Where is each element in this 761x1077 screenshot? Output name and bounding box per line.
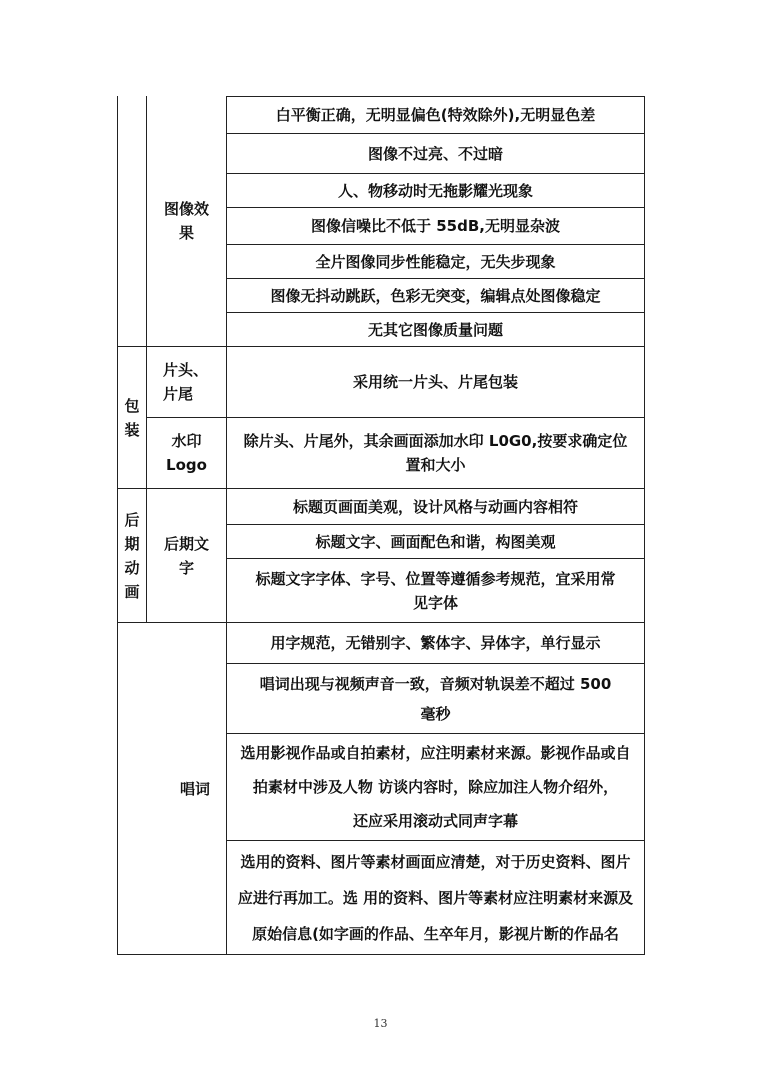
table-row: 图像信噪比不低于 55dB,无明显杂波: [311, 217, 560, 235]
table-row: [227, 734, 644, 840]
quality-table: [117, 96, 645, 955]
table-row: 图像无抖动跳跃，色彩无突变，编辑点处图像稳定: [270, 286, 601, 305]
table-border-right: [644, 96, 645, 955]
table-row: [227, 559, 644, 622]
subcategory-line: 后期文: [163, 534, 209, 553]
table-row: [227, 664, 644, 733]
category-char: 后: [124, 510, 140, 529]
subcategory-line: 字: [178, 558, 194, 577]
row-line: 原始信息(如字画的作品、生卒年月，影视片断的作品名: [252, 924, 619, 943]
subcategory-line: 果: [178, 224, 194, 242]
category-char: 期: [124, 534, 140, 553]
subcategory-line: Logo: [166, 456, 207, 474]
category-char: 画: [124, 582, 140, 601]
row-line: 标题文字字体、字号、位置等遵循参考规范，宜采用常: [255, 569, 616, 588]
row-line: 拍素材中涉及人物 访谈内容时，除应加注人物介绍外，: [252, 778, 619, 796]
subcategory-line: 片尾: [163, 385, 194, 403]
table-row: 图像不过亮、不过暗: [367, 144, 503, 163]
row-line: 除片头、片尾外，其余画面添加水印 L0G0,按要求确定位: [243, 432, 628, 450]
row-line: 还应采用滚动式同声字幕: [352, 812, 518, 830]
table-row: 白平衡正确，无明显偏色(特效除外),无明显色差: [275, 106, 596, 124]
row-line: 见字体: [412, 593, 458, 612]
category-packaging: [118, 347, 146, 488]
category-char: 包: [124, 396, 140, 415]
table-row: [227, 841, 644, 954]
table-border-bottom: [117, 954, 645, 955]
table-row: 采用统一片头、片尾包装: [352, 373, 518, 391]
row-line: 应进行再加工。选 用的资料、图片等素材应注明素材来源及: [237, 888, 634, 907]
table-row: 标题文字、画面配色和谐，构图美观: [315, 532, 556, 551]
subcategory-line: 图像效: [163, 200, 209, 218]
row-line: 选用影视作品或自拍素材，应注明素材来源。影视作品或自: [240, 744, 631, 762]
table-row: [227, 418, 644, 488]
table-row: 无其它图像质量问题: [367, 320, 503, 339]
subcategory-post-text: [147, 489, 226, 622]
subcategory-lyrics: 唱词: [179, 779, 210, 798]
subcategory-intro-outro: [147, 347, 226, 417]
row-line: 置和大小: [405, 456, 466, 474]
category-post-animation: [118, 489, 146, 622]
subcategory-line: 水印: [171, 432, 202, 450]
row-line: 唱词出现与视频声音一致，音频对轨误差不超过 500: [259, 674, 612, 693]
row-line: 毫秒: [420, 704, 451, 723]
table-row: 全片图像同步性能稳定，无失步现象: [315, 252, 556, 271]
subcategory-line: 片头、: [163, 361, 209, 379]
table-row: 标题页画面美观，设计风格与动画内容相符: [292, 497, 578, 516]
category-char: 装: [124, 420, 140, 439]
table-row: 用字规范，无错别字、繁体字、异体字，单行显示: [270, 634, 601, 652]
subcategory-image-effect: [147, 96, 226, 346]
subcategory-watermark: [147, 418, 226, 488]
category-char: 动: [124, 558, 140, 577]
page-number: 13: [373, 1017, 388, 1030]
row-line: 选用的资料、图片等素材画面应清楚，对于历史资料、图片: [240, 852, 631, 871]
table-row: 人、物移动时无拖影耀光现象: [337, 181, 533, 200]
